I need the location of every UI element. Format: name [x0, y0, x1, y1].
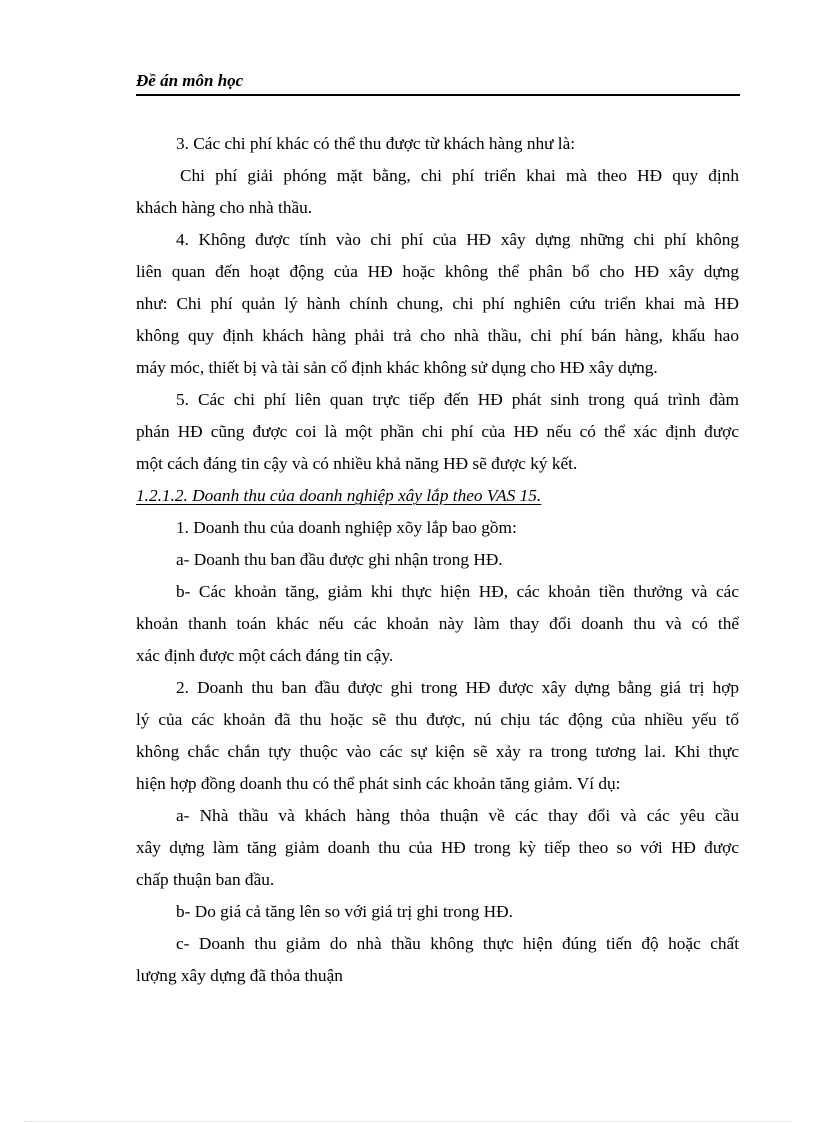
text-line: liên quan đến hoạt động của HĐ hoặc không thể phân bổ cho HĐ xây dựng — [136, 262, 739, 281]
text-line: lý của các khoản đã thu hoặc sẽ thu được, nú chịu tác động của nhiều yếu tố — [136, 710, 739, 729]
text-line: 5. Các chi phí liên quan trực tiếp đến HĐ phát sinh trong quá trình đàm — [176, 390, 739, 409]
text-line: 1. Doanh thu của doanh nghiệp xõy lắp bao gồm: — [176, 518, 517, 537]
text-line: c- Doanh thu giảm do nhà thầu không thực hiện đúng tiến độ hoặc chất — [176, 934, 739, 953]
text-line: không quy định khách hàng phải trả cho nhà thầu, chi phí bán hàng, khấu hao — [136, 326, 739, 345]
text-line: b- Do giá cả tăng lên so với giá trị ghi trong HĐ. — [176, 902, 513, 921]
text-line: hiện hợp đồng doanh thu có thể phát sinh các khoản tăng giảm. Ví dụ: — [136, 774, 621, 793]
text-line: a- Doanh thu ban đầu được ghi nhận trong HĐ. — [176, 550, 503, 569]
text-line: xác định được một cách đáng tin cậy. — [136, 646, 394, 665]
text-line: a- Nhà thầu và khách hàng thỏa thuận về các thay đổi và các yêu cầu — [176, 806, 739, 825]
text-line: khách hàng cho nhà thầu. — [136, 198, 313, 217]
text-line: 3. Các chi phí khác có thể thu được từ khách hàng như là: — [176, 134, 576, 153]
text-line: chấp thuận ban đầu. — [136, 870, 275, 889]
page-header — [136, 70, 740, 96]
text-line: khoản thanh toán khác nếu các khoản này làm thay đổi doanh thu và có thể — [136, 614, 739, 633]
section-heading: 1.2.1.2. Doanh thu của doanh nghiệp xây lắp theo VAS 15. — [136, 486, 542, 505]
text-line: lượng xây dựng đã thỏa thuận — [136, 966, 343, 985]
text-line: máy móc, thiết bị và tài sản cố định khác không sử dụng cho HĐ xây dựng. — [136, 358, 658, 377]
text-line: Chi phí giải phóng mặt bằng, chi phí triển khai mà theo HĐ quy định — [180, 166, 739, 185]
page-bottom-edge — [24, 1121, 792, 1122]
text-line: không chắc chắn tựy thuộc vào các sự kiện sẽ xảy ra trong tương lai. Khi thực — [136, 742, 739, 761]
text-line: phán HĐ cũng được coi là một phần chi phí của HĐ nếu có thể xác định được — [136, 422, 739, 441]
page-title: Đề án môn học — [136, 71, 244, 90]
text-line: 4. Không được tính vào chi phí của HĐ xây dựng những chi phí không — [176, 230, 739, 249]
text-line: 2. Doanh thu ban đầu được ghi trong HĐ được xây dựng bằng giá trị hợp — [176, 678, 739, 697]
text-line: như: Chi phí quản lý hành chính chung, chi phí nghiên cứu triển khai mà HĐ — [136, 294, 739, 313]
text-line: một cách đáng tin cậy và có nhiều khả năng HĐ sẽ được ký kết. — [136, 454, 578, 473]
document-body — [136, 128, 739, 992]
text-line: b- Các khoản tăng, giảm khi thực hiện HĐ, các khoản tiền thưởng và các — [176, 582, 739, 601]
text-line: xây dựng làm tăng giảm doanh thu của HĐ trong kỳ tiếp theo so với HĐ được — [136, 838, 739, 857]
